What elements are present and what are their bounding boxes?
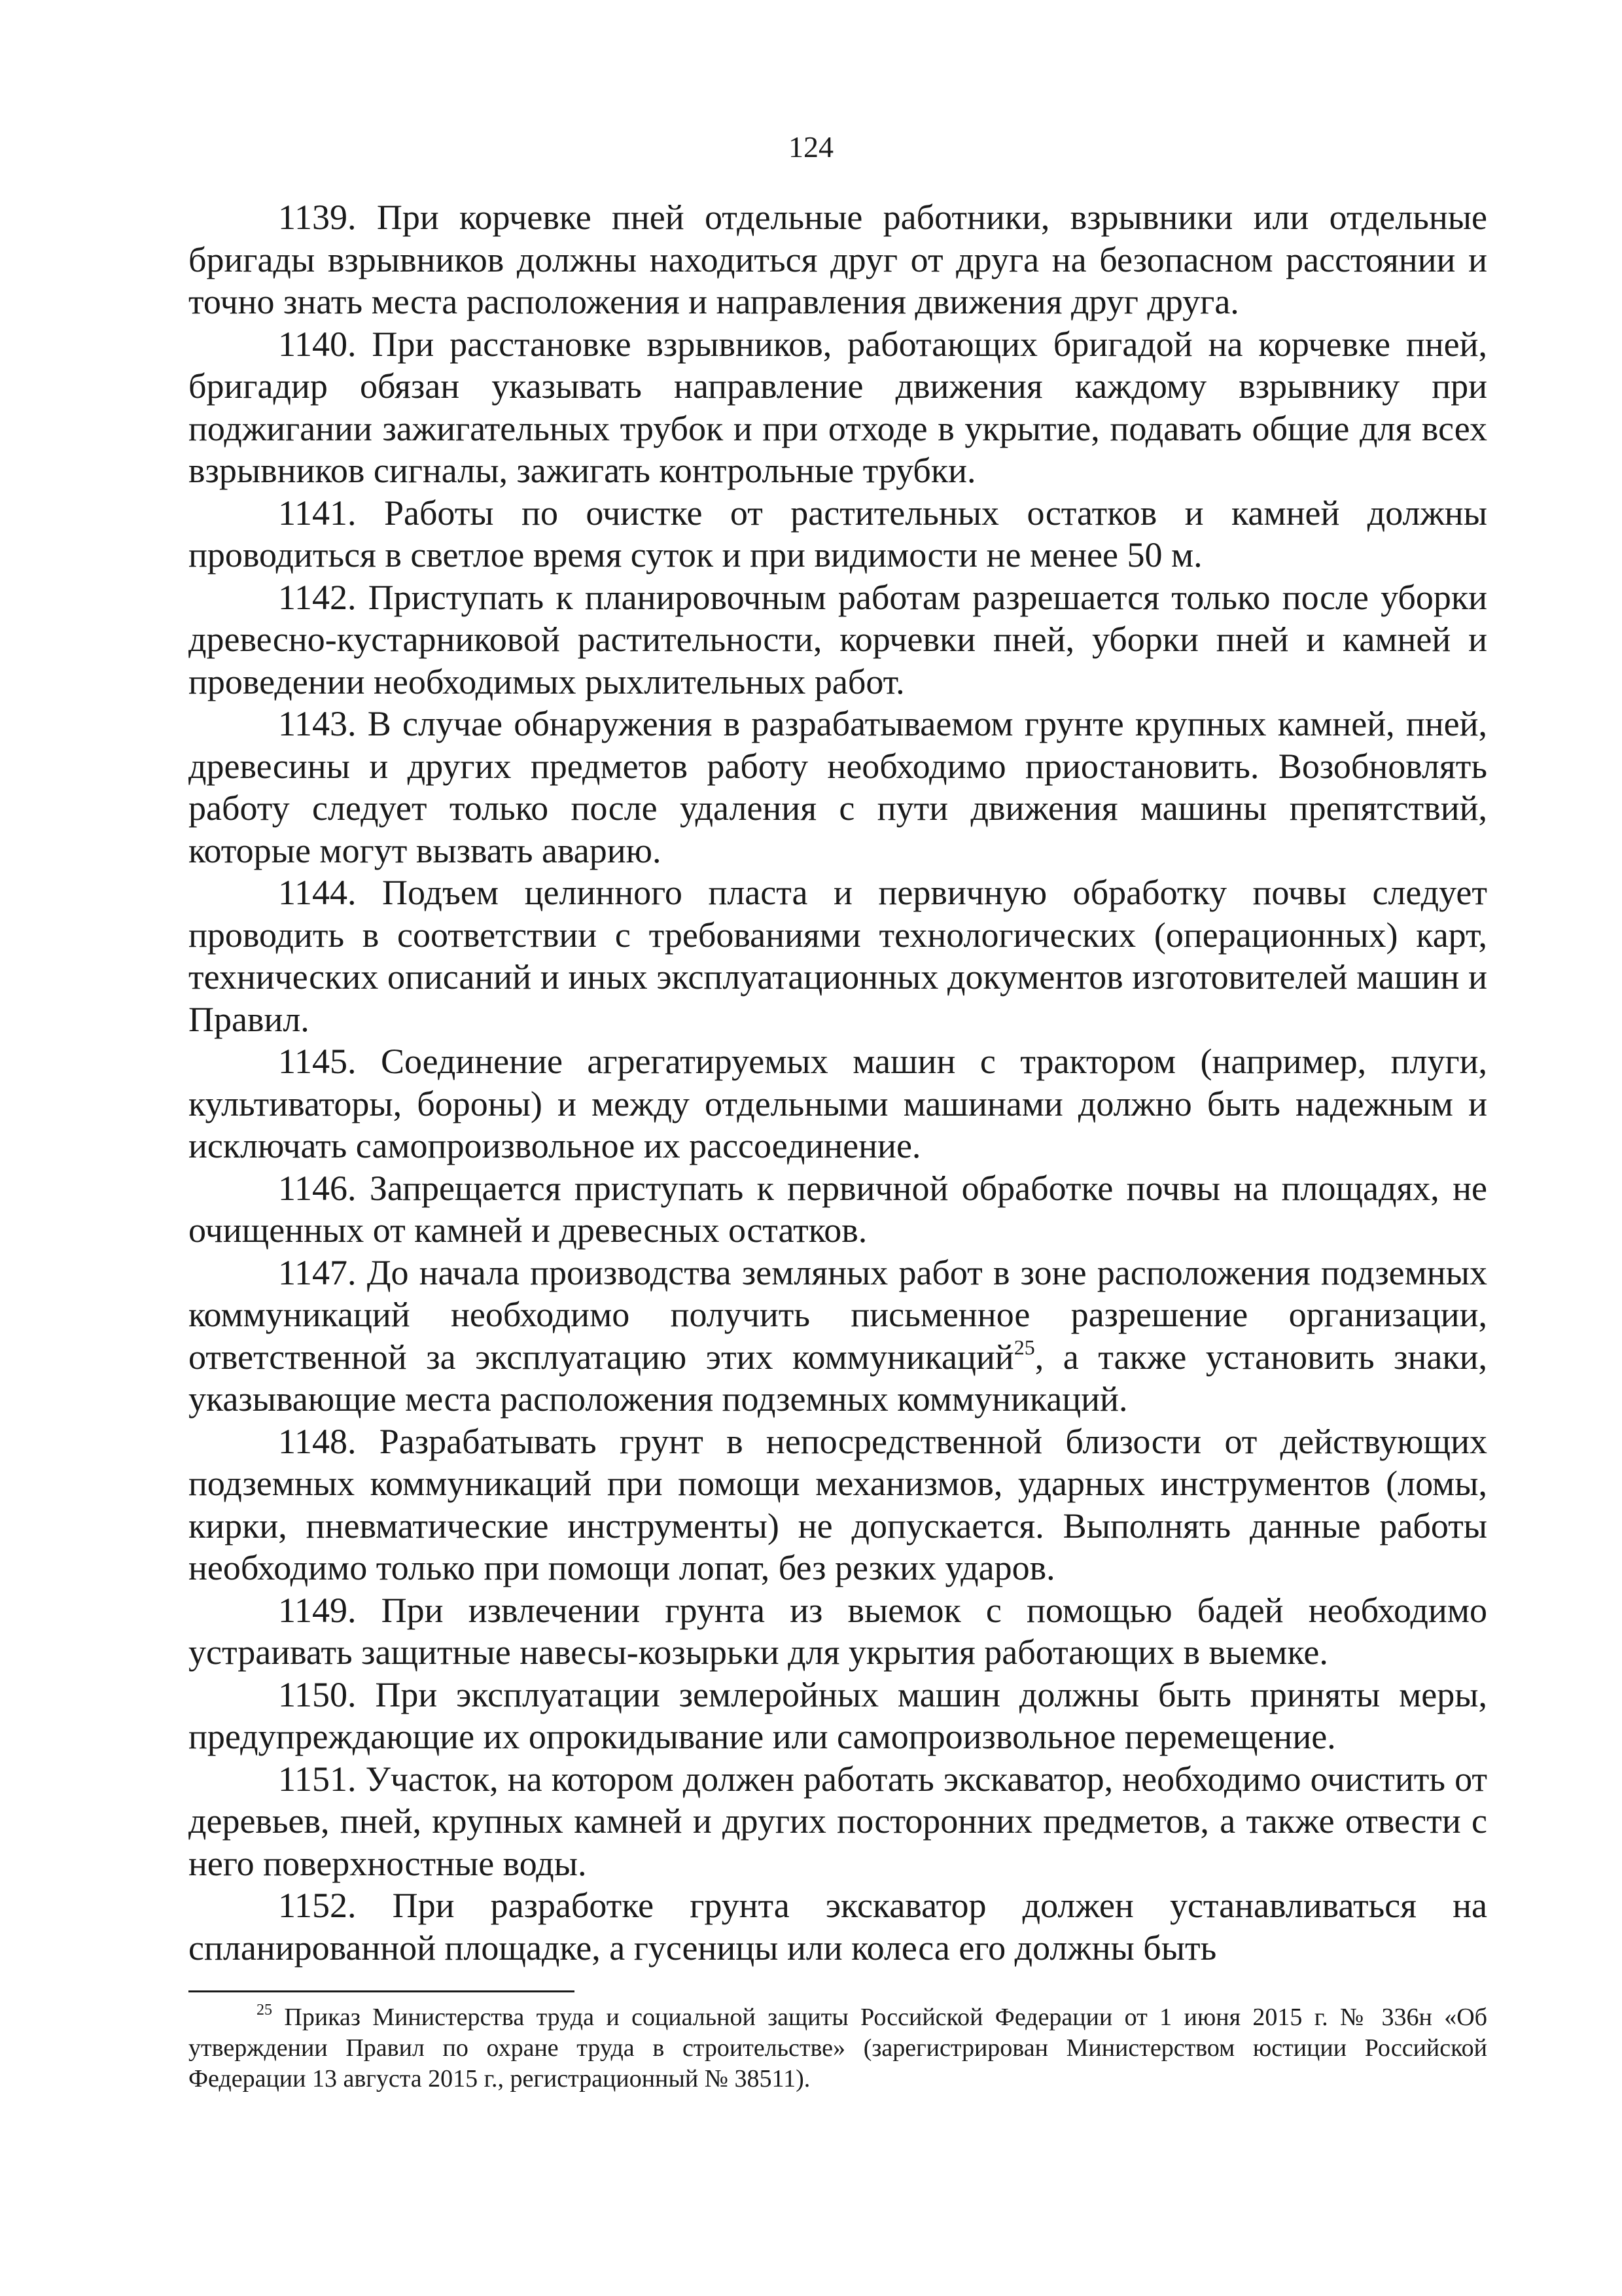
footnote-text: Приказ Министерства труда и социальной защиты Российской Федерации от 1 июня 2015 г. № 336н «Об утверждении Правил по охране труда в строительстве» (зарегистрирован Министерством юстиции Российской Федерации 13 августа 2015 г., регистрационный № 38511). <box>188 2004 1487 2093</box>
paragraph-1142: 1142. Приступать к планировочным работам разрешается только после уборки древесно-кустарниковой растительности, корчевки пней, уборки пней и камней и проведении необходимых рыхлительных работ. <box>188 577 1487 701</box>
paragraph-1150: 1150. При эксплуатации землеройных машин должны быть приняты меры, предупреждающие их опрокидывание или самопроизвольное перемещение. <box>188 1674 1487 1756</box>
paragraph-1147-text-end: , а также установить знаки, указывающие места расположения подземных коммуникаций. <box>188 1337 1487 1419</box>
paragraph-1151: 1151. Участок, на котором должен работать экскаватор, необходимо очистить от деревьев, пней, крупных камней и других посторонних предметов, а также отвести с него поверхностные воды. <box>188 1759 1487 1883</box>
paragraph-1149: 1149. При извлечении грунта из выемок с помощью бадей необходимо устраивать защитные навесы-козырьки для укрытия работающих в выемке. <box>188 1590 1487 1672</box>
footnote-25 <box>188 2002 1487 2094</box>
footnote-reference[interactable]: 25 <box>1014 1335 1035 1359</box>
paragraph-1144: 1144. Подъем целинного пласта и первичную обработку почвы следует проводить в соответствии с требованиями технологических (операционных) карт, технических описаний и иных эксплуатационных документов изготовителей машин и Правил. <box>188 873 1487 1039</box>
paragraph-1147-text-start: 1147. До начала производства земляных работ в зоне расположения подземных коммуникаций необходимо получить письменное разрешение организации, ответственной за эксплуатацию этих коммуникаций <box>188 1252 1487 1377</box>
paragraph-1147 <box>188 1252 1487 1421</box>
paragraph-1152: 1152. При разработке грунта экскаватор должен устанавливаться на спланированной площадке, а гусеницы или колеса его должны быть <box>188 1886 1487 1968</box>
paragraph-1145: 1145. Соединение агрегатируемых машин с трактором (например, плуги, культиваторы, бороны) и между отдельными машинами должно быть надежным и исключать самопроизвольное их рассоединение. <box>188 1042 1487 1165</box>
paragraph-1148: 1148. Разрабатывать грунт в непосредственной близости от действующих подземных коммуникаций при помощи механизмов, ударных инструментов (ломы, кирки, пневматические инструменты) не допускается. Выполнять данные работы необходимо только при помощи лопат, без резких ударов. <box>188 1421 1487 1587</box>
footnote-marker: 25 <box>256 2002 272 2019</box>
footnote-separator <box>188 1990 574 1992</box>
paragraph-1143: 1143. В случае обнаружения в разрабатываемом грунте крупных камней, пней, древесины и других предметов работу необходимо приостановить. Возобновлять работу следует только после удаления с пути движения машины препятствий, которые могут вызвать аварию. <box>188 704 1487 870</box>
paragraph-1140: 1140. При расстановке взрывников, работающих бригадой на корчевке пней, бригадир обязан указывать направление движения каждому взрывнику при поджигании зажигательных трубок и при отходе в укрытие, подавать общие для всех взрывников сигналы, зажигать контрольные трубки. <box>188 324 1487 490</box>
paragraph-1146: 1146. Запрещается приступать к первичной обработке почвы на площадях, не очищенных от камней и древесных остатков. <box>188 1168 1487 1250</box>
paragraph-1139: 1139. При корчевке пней отдельные работники, взрывники или отдельные бригады взрывников должны находиться друг от друга на безопасном расстоянии и точно знать места расположения и направления движения друг друга. <box>188 198 1487 321</box>
paragraph-1141: 1141. Работы по очистке от растительных остатков и камней должны проводиться в светлое время суток и при видимости не менее 50 м. <box>188 493 1487 574</box>
page-number: 124 <box>788 130 834 164</box>
document-body <box>188 196 1487 1969</box>
